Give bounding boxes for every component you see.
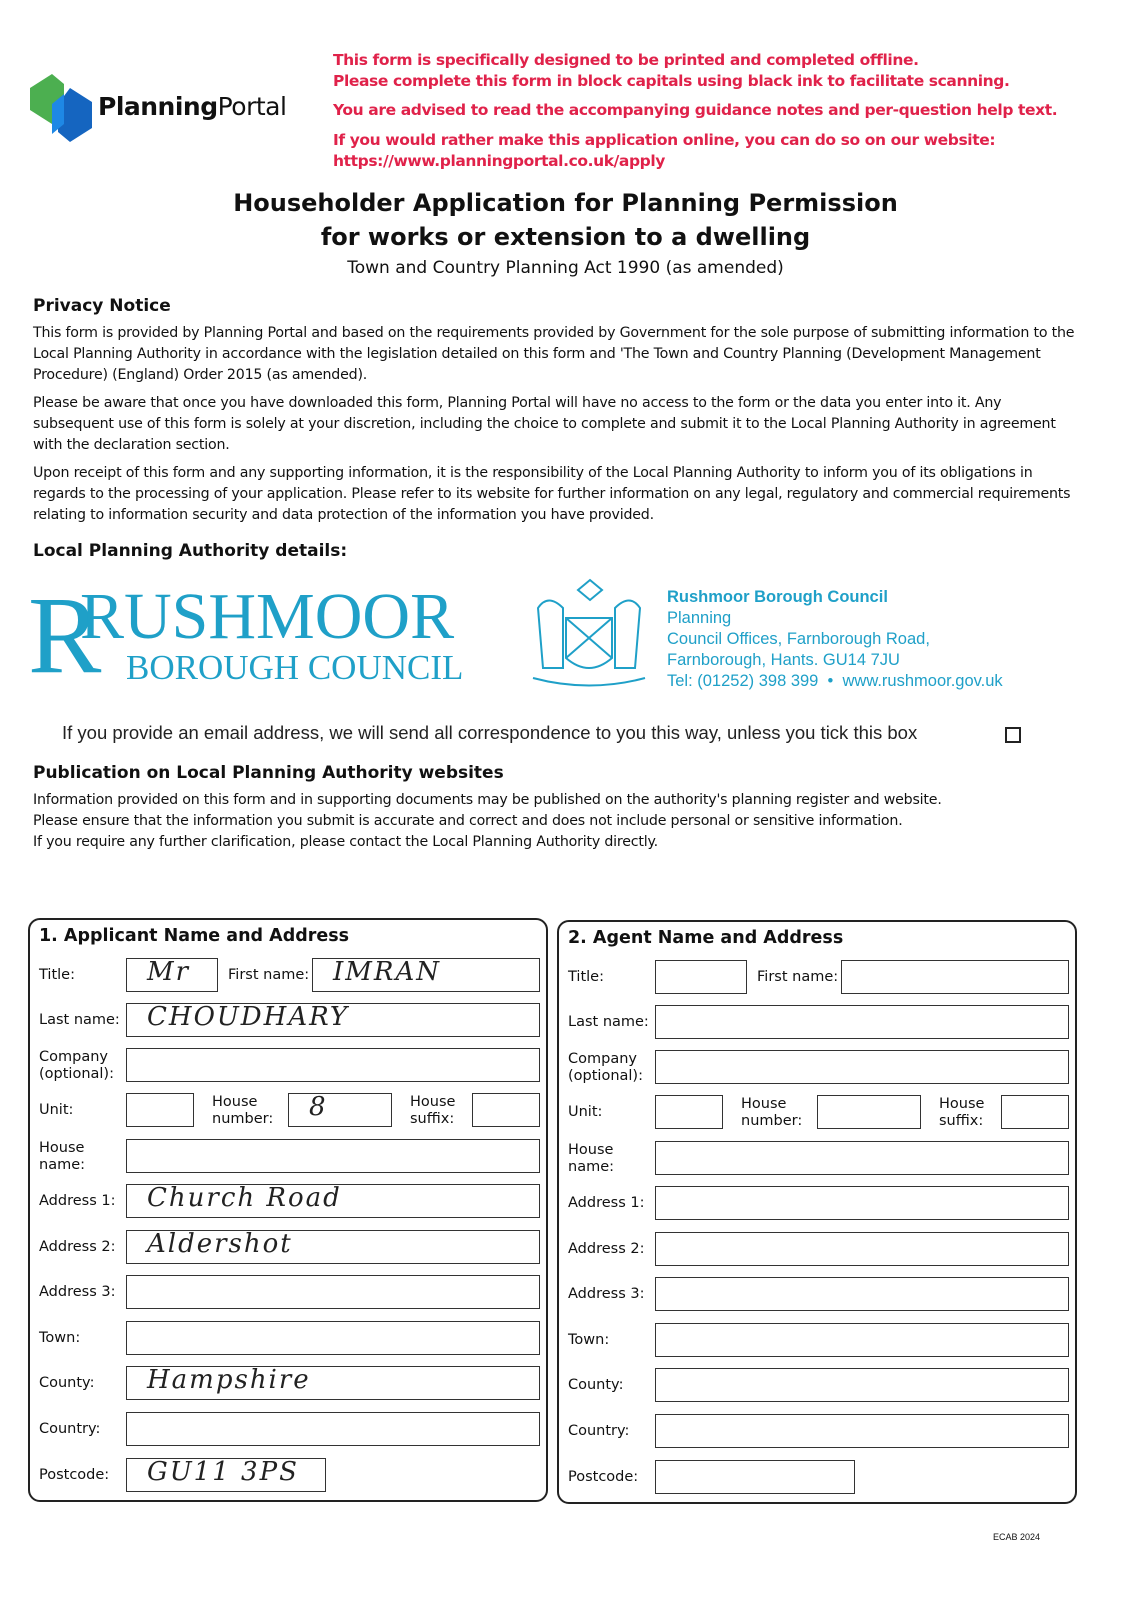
applicant-address1-field[interactable]	[126, 1184, 540, 1218]
agent-address3-field[interactable]	[655, 1277, 1069, 1311]
agent-house-number-field[interactable]	[817, 1095, 921, 1129]
applicant-last-name-field[interactable]	[126, 1003, 540, 1037]
house-number-label: House number:	[212, 1094, 274, 1127]
bullet: •	[827, 672, 834, 690]
title-label: Title:	[568, 969, 604, 985]
online-link[interactable]: https://www.planningportal.co.uk/apply	[333, 152, 665, 170]
postcode-label: Postcode:	[568, 1469, 639, 1485]
unit-label: Unit:	[568, 1104, 603, 1120]
email-note: If you provide an email address, we will send all correspondence to you this way, unless you tick this box	[62, 722, 918, 743]
applicant-last-name-value: CHOUDHARY	[147, 1002, 350, 1032]
last-name-label: Last name:	[568, 1014, 649, 1030]
house-suffix-label: House suffix:	[410, 1094, 456, 1127]
logo-text-bold: Planning	[98, 92, 218, 121]
address2-label: Address 2:	[568, 1241, 645, 1257]
applicant-heading: 1. Applicant Name and Address	[39, 926, 350, 946]
applicant-county-field[interactable]	[126, 1366, 540, 1400]
publication-line-2: Please ensure that the information you submit is accurate and correct and does not include personal or sensitive information.	[33, 813, 903, 829]
address3-label: Address 3:	[39, 1284, 116, 1300]
email-opt-out-checkbox[interactable]	[1005, 727, 1021, 743]
council-tel: Tel: (01252) 398 399	[667, 672, 819, 690]
applicant-address3-field[interactable]	[126, 1275, 540, 1309]
house-number-label: House number:	[741, 1096, 803, 1129]
notice-3: You are advised to read the accompanying guidance notes and per-question help text.	[333, 101, 1058, 119]
notice-1: This form is specifically designed to be printed and completed offline.	[333, 51, 919, 69]
publication-line-3: If you require any further clarification, please contact the Local Planning Authority directly.	[33, 834, 658, 850]
agent-town-field[interactable]	[655, 1323, 1069, 1357]
applicant-house-number-field[interactable]	[288, 1093, 392, 1127]
country-label: Country:	[568, 1423, 630, 1439]
house-name-label: House name:	[568, 1142, 615, 1175]
publication-line-1: Information provided on this form and in supporting documents may be published on the authority's planning register and website.	[33, 792, 942, 808]
first-name-label: First name:	[757, 969, 839, 985]
title-label: Title:	[39, 967, 75, 983]
applicant-postcode-field[interactable]	[126, 1458, 326, 1492]
applicant-address1-value: Church Road	[147, 1183, 342, 1213]
coat-of-arms-icon	[528, 578, 650, 695]
town-label: Town:	[568, 1332, 610, 1348]
applicant-company-field[interactable]	[126, 1048, 540, 1082]
first-name-label: First name:	[228, 967, 310, 983]
address2-label: Address 2:	[39, 1239, 116, 1255]
planning-portal-logo	[30, 74, 287, 147]
applicant-first-name-field[interactable]	[312, 958, 540, 992]
planning-portal-logo-icon	[30, 74, 92, 142]
agent-company-field[interactable]	[655, 1050, 1069, 1084]
country-label: Country:	[39, 1421, 101, 1437]
form-title-line1: Householder Application for Planning Permission	[233, 189, 898, 217]
postcode-label: Postcode:	[39, 1467, 110, 1483]
applicant-first-name-value: IMRAN	[333, 957, 441, 987]
privacy-paragraph-3: Upon receipt of this form and any supporting information, it is the responsibility of the Local Planning Authority to inform you of its obligations in regards to the processing of your application. Please refer to its website for further information on any legal, regulatory and commercial requirements relating to information security and data protection of the information you have provided.	[33, 465, 1071, 523]
house-suffix-label: House suffix:	[939, 1096, 985, 1129]
house-name-label: House name:	[39, 1140, 86, 1173]
company-label: Company (optional):	[39, 1049, 114, 1082]
agent-postcode-field[interactable]	[655, 1460, 855, 1494]
notice-2: Please complete this form in block capitals using black ink to facilitate scanning.	[333, 72, 1010, 90]
agent-last-name-field[interactable]	[655, 1005, 1069, 1039]
council-address-1: Council Offices, Farnborough Road,	[667, 630, 930, 648]
last-name-label: Last name:	[39, 1012, 120, 1028]
address1-label: Address 1:	[39, 1193, 116, 1209]
agent-address1-field[interactable]	[655, 1186, 1069, 1220]
privacy-heading: Privacy Notice	[33, 296, 171, 316]
rushmoor-logo-sub: BOROUGH COUNCIL	[126, 648, 464, 687]
agent-unit-field[interactable]	[655, 1095, 723, 1129]
county-label: County:	[39, 1375, 95, 1391]
form-title-line2: for works or extension to a dwelling	[320, 223, 811, 251]
council-name: Rushmoor Borough Council	[667, 588, 888, 606]
notice-4: If you would rather make this application online, you can do so on our website:	[333, 131, 996, 149]
applicant-address2-field[interactable]	[126, 1230, 540, 1264]
agent-country-field[interactable]	[655, 1414, 1069, 1448]
applicant-house-number-value: 8	[309, 1092, 328, 1122]
privacy-paragraph-1: This form is provided by Planning Portal and based on the requirements provided by Government for the sole purpose of submitting information to the Local Planning Authority in accordance with the legislation detailed on this form and 'The Town and Country Planning (Development Management Procedure) (England) Order 2015 (as amended).	[33, 325, 1075, 383]
agent-house-name-field[interactable]	[655, 1141, 1069, 1175]
agent-house-suffix-field[interactable]	[1001, 1095, 1069, 1129]
privacy-paragraph-2: Please be aware that once you have downloaded this form, Planning Portal will have no access to the form or the data you enter into it. Any subsequent use of this form is solely at your discretion, including the choice to complete and submit it to the Local Planning Authority in agreement with the declaration section.	[33, 395, 1056, 453]
footer-code: ECAB 2024	[993, 1532, 1041, 1542]
applicant-address2-value: Aldershot	[147, 1229, 293, 1259]
applicant-postcode-value: GU11 3PS	[147, 1457, 299, 1487]
agent-section	[557, 920, 1077, 1504]
address3-label: Address 3:	[568, 1286, 645, 1302]
address1-label: Address 1:	[568, 1195, 645, 1211]
applicant-unit-field[interactable]	[126, 1093, 194, 1127]
company-label: Company (optional):	[568, 1051, 643, 1084]
council-address-2: Farnborough, Hants. GU14 7JU	[667, 651, 900, 669]
form-subtitle: Town and Country Planning Act 1990 (as amended)	[347, 258, 784, 278]
agent-county-field[interactable]	[655, 1368, 1069, 1402]
town-label: Town:	[39, 1330, 81, 1346]
agent-heading: 2. Agent Name and Address	[568, 928, 844, 948]
applicant-section	[28, 918, 548, 1502]
logo-text-light: Portal	[217, 92, 287, 121]
applicant-country-field[interactable]	[126, 1412, 540, 1446]
agent-title-field[interactable]	[655, 960, 747, 994]
form-page: PlanningPortal This form is specifically designed to be printed and completed offline. Please complete this form in block capitals using black ink to facilitate scanning. You are advised to read the accompanying guidance notes and per-question help text. If you would rather make this application online, you can do so on our website: https://www.planningportal.co.uk/apply Householder Application for Planning Permission for works or extension to a dwelling Town and Country Planning Act 1990 (as amended) Privacy Notice This form is provided by Planning Portal and based on the requirements provided by Government for the sole purpose of submitting information to the Local Planning Authority in accordance with the legislation detailed on this form and 'The Town and Country Planning (Development Management Procedure) (England) Order 2015 (as amended). Please be aware that once you have downloaded this form, Planning Portal will have no access to the form or the data you enter into it. Any subsequent use of this form is solely at your discretion, including the choice to complete and submit it to the Local Planning Authority in agreement with the declaration section. Upon receipt of this form and any supporting information, it is the responsibility of the Local Planning Authority to inform you of its obligations in regards to the processing of your application. Please refer to its website for further information on any legal, regulatory and commercial requirements relating to information security and data protection of the information you have provided. Local Planning Authority details: R RUSHMOOR BOROUGH COUNCIL Rushmoor Borough Council Planning Council Offices, Farnborough Road, Farnborough, Hants. GU14 7JU Tel: (01252) 398 399 • www.rushmoor.gov.uk If you provide an email address, we will send all correspondence to you this way, unless you tick this box Publication on Local Planning Authority websites Information provided on this form and in supporting documents may be published on the authority's planning register and website. Please ensure that the information you submit is accurate and correct and does not include personal or sensitive information. If you require any further clarification, please contact the Local Planning Authority directly. 1. Applicant Name and Address Title: Mr First name: IMRAN Last name: CHOUDHARY Company (optional): Unit: House number: 8 House suffix: House name: Address 1: Church Road Address 2: Aldershot Address 3: Town: County: Hampshire Country: Postcode: GU11 3PS 2. Agent Name and Address Title: First name: Last name: Company (optional): Unit: House number: House suffix: House name: Address 1: Address 2: Address 3: Town: County: Country: Postcode: ECAB 2024	[0, 0, 1131, 1600]
applicant-house-name-field[interactable]	[126, 1139, 540, 1173]
council-dept: Planning	[667, 609, 732, 627]
lpa-heading: Local Planning Authority details:	[33, 541, 348, 561]
rushmoor-logo-main: RUSHMOOR	[80, 580, 455, 653]
applicant-house-suffix-field[interactable]	[472, 1093, 540, 1127]
applicant-town-field[interactable]	[126, 1321, 540, 1355]
council-website-link[interactable]: www.rushmoor.gov.uk	[842, 672, 1003, 690]
agent-address2-field[interactable]	[655, 1232, 1069, 1266]
agent-first-name-field[interactable]	[841, 960, 1069, 994]
applicant-county-value: Hampshire	[147, 1365, 311, 1395]
applicant-title-value: Mr	[147, 957, 191, 987]
publication-heading: Publication on Local Planning Authority websites	[33, 763, 504, 783]
unit-label: Unit:	[39, 1102, 74, 1118]
county-label: County:	[568, 1377, 624, 1393]
applicant-title-field[interactable]	[126, 958, 218, 992]
